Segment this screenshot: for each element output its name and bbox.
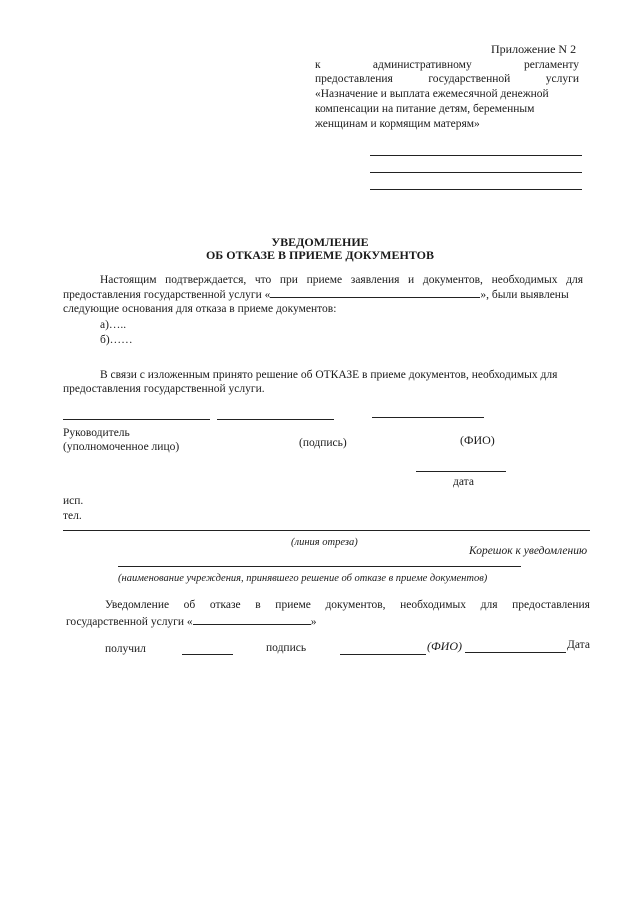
stub-word: необходимых xyxy=(400,599,467,611)
institution-blank-line xyxy=(118,566,521,567)
date-blank-line xyxy=(416,471,506,472)
header-blank-line xyxy=(370,172,582,173)
stub-fio-label: (ФИО) xyxy=(427,639,462,653)
stub-word: приеме xyxy=(275,599,311,611)
stub-word: Уведомление xyxy=(105,599,170,611)
cut-line-label: (линия отреза) xyxy=(291,537,358,548)
header-line-4: компенсации на питание детям, беременным xyxy=(315,103,535,115)
header-word: к xyxy=(315,59,321,71)
executor-label: исп. xyxy=(63,495,84,507)
fio-label: (ФИО) xyxy=(460,433,495,447)
stub-paragraph-line-2 xyxy=(66,614,316,629)
paragraph-1-line-1: Настоящим подтверждается, что при приеме заявления и документов, необходимых для xyxy=(100,274,583,286)
header-word: регламенту xyxy=(523,59,579,71)
phone-label: тел. xyxy=(63,510,82,522)
signature-label: (подпись) xyxy=(299,437,347,449)
reason-item-b: б)…… xyxy=(100,334,133,346)
institution-label: (наименование учреждения, принявшего решение об отказе в приеме документов) xyxy=(118,573,488,584)
title-line-2: ОБ ОТКАЗЕ В ПРИЕМЕ ДОКУМЕНТОВ xyxy=(205,248,435,262)
stub-paragraph-line-1 xyxy=(105,598,590,612)
service-name-blank xyxy=(270,287,480,298)
stub-service-blank xyxy=(193,614,311,625)
header-line-2 xyxy=(315,72,579,86)
header-blank-line xyxy=(370,189,582,190)
paragraph-2-line-1: В связи с изложенным принято решение об ОТКАЗЕ в приеме документов, необходимых для xyxy=(100,369,558,381)
stub-text: государственной услуги « xyxy=(66,616,193,628)
date-label: дата xyxy=(453,476,474,488)
header-line-3: «Назначение и выплата ежемесячной денежной xyxy=(315,88,549,100)
paragraph-2-line-2: предоставления государственной услуги. xyxy=(63,383,265,395)
authorized-person-label: (уполномоченное лицо) xyxy=(63,441,180,453)
header-word: услуги xyxy=(545,73,579,85)
appendix-label: Приложение N 2 xyxy=(491,42,577,56)
signature-blank-line xyxy=(372,417,484,418)
header-line-5: женщинам и кормящим матерям» xyxy=(315,118,480,130)
signature-blank-line xyxy=(217,419,334,420)
header-word: государственной xyxy=(428,73,511,85)
head-label: Руководитель xyxy=(63,427,130,439)
stub-fio-blank-line xyxy=(465,652,566,653)
cut-line xyxy=(63,530,590,531)
stub-signature-blank-line xyxy=(340,654,426,655)
stub-text: » xyxy=(310,616,317,628)
stub-date-label: Дата xyxy=(567,639,590,651)
paragraph-text: », были выявлены xyxy=(480,289,569,301)
stub-word: в xyxy=(255,599,261,611)
stub-signature-label: подпись xyxy=(266,642,307,654)
reason-item-a: а)….. xyxy=(100,319,127,331)
paragraph-1-line-3: следующие основания для отказа в приеме документов: xyxy=(63,303,337,315)
paragraph-1-line-2 xyxy=(63,287,569,302)
stub-word: для xyxy=(480,599,498,611)
stub-word: отказе xyxy=(209,599,241,611)
received-label: получил xyxy=(105,643,146,655)
signature-blank-line xyxy=(63,419,210,420)
stub-word: документов, xyxy=(325,599,386,611)
stub-title: Корешок к уведомлению xyxy=(469,545,588,557)
header-line-1 xyxy=(315,58,579,72)
paragraph-text: предоставления государственной услуги « xyxy=(63,289,271,301)
header-word: предоставления xyxy=(315,73,393,85)
header-blank-line xyxy=(370,155,582,156)
stub-word: предоставления xyxy=(512,599,590,611)
title-line-1: УВЕДОМЛЕНИЕ xyxy=(271,235,369,249)
header-word: административному xyxy=(372,59,472,71)
stub-word: об xyxy=(183,599,196,611)
received-blank-line xyxy=(182,654,233,655)
